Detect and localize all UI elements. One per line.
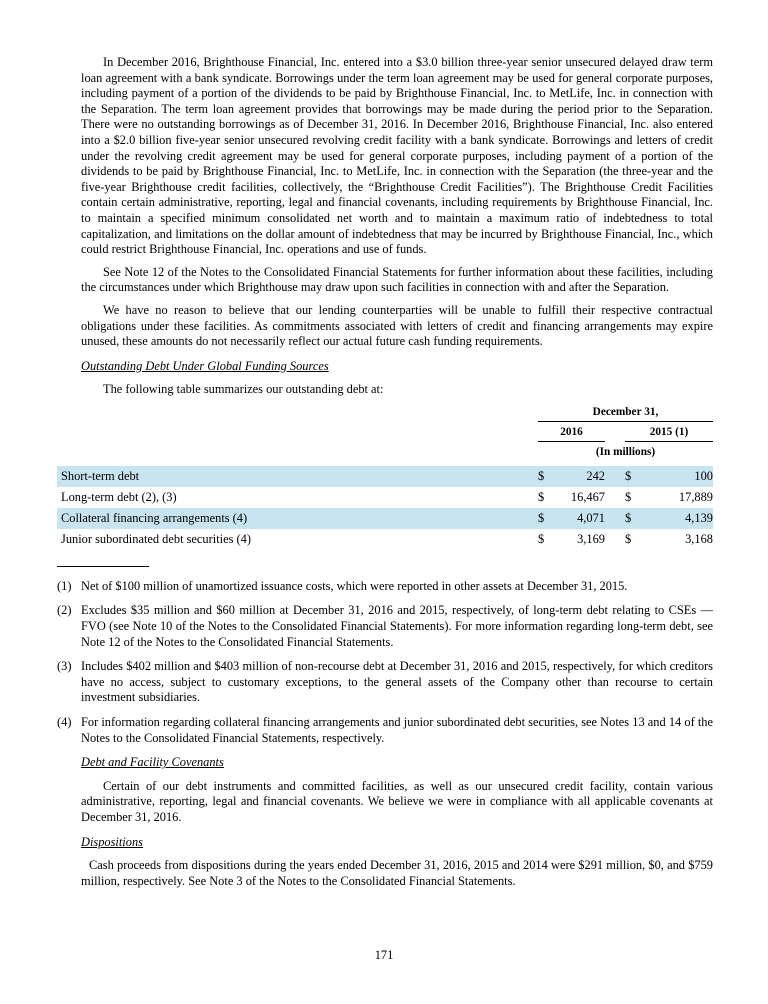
- value-2016: 4,071: [577, 510, 605, 525]
- table-header-year-2015: 2015 (1): [625, 426, 713, 442]
- value-2015: 17,889: [678, 489, 713, 504]
- value-2015: 3,168: [685, 531, 713, 546]
- cell-2016: [538, 511, 605, 526]
- heading-debt-facility-covenants: Debt and Facility Covenants: [81, 755, 224, 770]
- table-row-collateral-financing: [57, 508, 713, 529]
- row-label: Long-term debt (2), (3): [61, 489, 177, 504]
- value-2016: 3,169: [577, 531, 605, 546]
- table-header: [57, 406, 713, 461]
- footnote-text: For information regarding collateral financing arrangements and junior subordinated debt securities, see Notes 13 and 14 of the Notes to the Consolidated Financial Statements, respectively.: [81, 715, 713, 745]
- paragraph-term-loan: In December 2016, Brighthouse Financial, Inc. entered into a $3.0 billion three-year senior unsecured delayed draw term loan agreement with a bank syndicate. Borrowings under the term loan agreement may be used for general corporate purposes, including payment of a portion of the dividends to be paid by Brighthouse Financial, Inc. to MetLife, Inc. in connection with the Separation. The term loan agreement provides that borrowings may be made during the period prior to the Separation. There were no outstanding borrowings as of December 31, 2016. In December 2016, Brighthouse Financial, Inc. also entered into a $2.0 billion five-year senior unsecured revolving credit facility with a bank syndicate. Borrowings and letters of credit under the revolving credit agreement may be used for general corporate purposes, including payment of a portion of the dividends to be paid by Brighthouse Financial, Inc. to MetLife, Inc. in connection with the Separation (the three-year and the five-year Brighthouse credit facilities, collectively, the “Brighthouse Credit Facilities”). The Brighthouse Credit Facilities contain certain administrative, reporting, legal and financial covenants, including requirements by Brighthouse Financial, Inc. to maintain a specified minimum consolidated net worth and to maintain a maximum ratio of indebtedness to total capitalization, and limitations on the dollar amount of indebtedness that may be incurred by Brighthouse Financial, Inc., which could restrict Brighthouse Financial, Inc. operations and use of funds.: [81, 55, 713, 257]
- currency-symbol: $: [538, 510, 545, 525]
- table-header-columns: [538, 406, 713, 461]
- currency-symbol: $: [538, 489, 545, 504]
- footnote-text: Net of $100 million of unamortized issuance costs, which were reported in other assets at December 31, 2015.: [81, 578, 628, 593]
- paragraph-table-intro: The following table summarizes our outstanding debt at:: [103, 382, 384, 397]
- currency-symbol: $: [625, 510, 632, 525]
- table-row-short-term-debt: [57, 466, 713, 487]
- currency-symbol: $: [538, 531, 545, 546]
- outstanding-debt-table: [57, 406, 713, 550]
- cell-2015: [625, 532, 713, 547]
- footnote-marker: (4): [57, 715, 72, 730]
- table-row-long-term-debt: [57, 487, 713, 508]
- value-2015: 4,139: [685, 510, 713, 525]
- table-header-date-group: December 31,: [538, 406, 713, 422]
- paragraph-covenants: Certain of our debt instruments and committed facilities, as well as our unsecured credit facility, contain various administrative, reporting, legal and financial covenants. We believe we were in compliance with all applicable covenants at December 31, 2016.: [81, 778, 713, 824]
- currency-symbol: $: [538, 468, 545, 483]
- currency-symbol: $: [625, 531, 632, 546]
- value-2015: 100: [694, 468, 713, 483]
- row-label: Short-term debt: [61, 468, 140, 483]
- heading-dispositions: Dispositions: [81, 834, 143, 849]
- table-row-junior-subordinated: [57, 529, 713, 550]
- table-column-gap: [605, 426, 625, 442]
- row-label: Junior subordinated debt securities (4): [61, 531, 251, 546]
- footnote-2: [57, 603, 713, 650]
- cell-2015: [625, 469, 713, 484]
- footnote-marker: (3): [57, 659, 72, 674]
- currency-symbol: $: [625, 468, 632, 483]
- cell-2016: [538, 469, 605, 484]
- row-label: Collateral financing arrangements (4): [61, 510, 248, 525]
- footnote-marker: (1): [57, 578, 72, 593]
- footnote-4: [57, 715, 713, 746]
- footnote-separator: [57, 566, 149, 567]
- cell-2016: [538, 532, 605, 547]
- footnote-1: [57, 579, 713, 595]
- currency-symbol: $: [625, 489, 632, 504]
- value-2016: 242: [586, 468, 605, 483]
- table-header-years: [538, 426, 713, 442]
- footnote-text: Includes $402 million and $403 million of non-recourse debt at December 31, 2016 and 2015, respectively, for which creditors have no access, subject to customary exceptions, to the general assets of the Company other than recourse to certain investment subsidiaries.: [81, 659, 713, 705]
- page-number: 171: [374, 948, 394, 962]
- value-2016: 16,467: [570, 489, 605, 504]
- paragraph-counterparties: We have no reason to believe that our lending counterparties will be unable to fulfill their respective contractual obligations under these facilities. As commitments associated with letters of credit and financing arrangements may expire unused, these amounts do not necessarily reflect our actual future cash funding requirements.: [81, 302, 713, 349]
- footnote-marker: (2): [57, 603, 72, 618]
- cell-2015: [625, 511, 713, 526]
- cell-2016: [538, 490, 605, 505]
- table-header-spacer: [57, 406, 538, 461]
- footnote-3: [57, 659, 713, 706]
- heading-outstanding-debt: Outstanding Debt Under Global Funding Sources: [81, 358, 329, 373]
- cell-2015: [625, 490, 713, 505]
- table-units-note: (In millions): [595, 445, 656, 458]
- footnote-text: Excludes $35 million and $60 million at December 31, 2016 and 2015, respectively, of long-term debt relating to CSEs — FVO (see Note 10 of the Notes to the Consolidated Financial Statements). For more information regarding long-term debt, see Note 12 of the Notes to the Consolidated Financial Statements.: [81, 603, 713, 649]
- paragraph-dispositions: Cash proceeds from dispositions during the years ended December 31, 2016, 2015 and 2014 were $291 million, $0, and $759 million, respectively. See Note 3 of the Notes to the Consolidated Financial Statements.: [81, 858, 713, 888]
- table-header-year-2016: 2016: [538, 426, 605, 442]
- paragraph-see-note-12: See Note 12 of the Notes to the Consolidated Financial Statements for further information about these facilities, including the circumstances under which Brighthouse may draw upon such facilities in connection with and after the Separation.: [81, 264, 713, 295]
